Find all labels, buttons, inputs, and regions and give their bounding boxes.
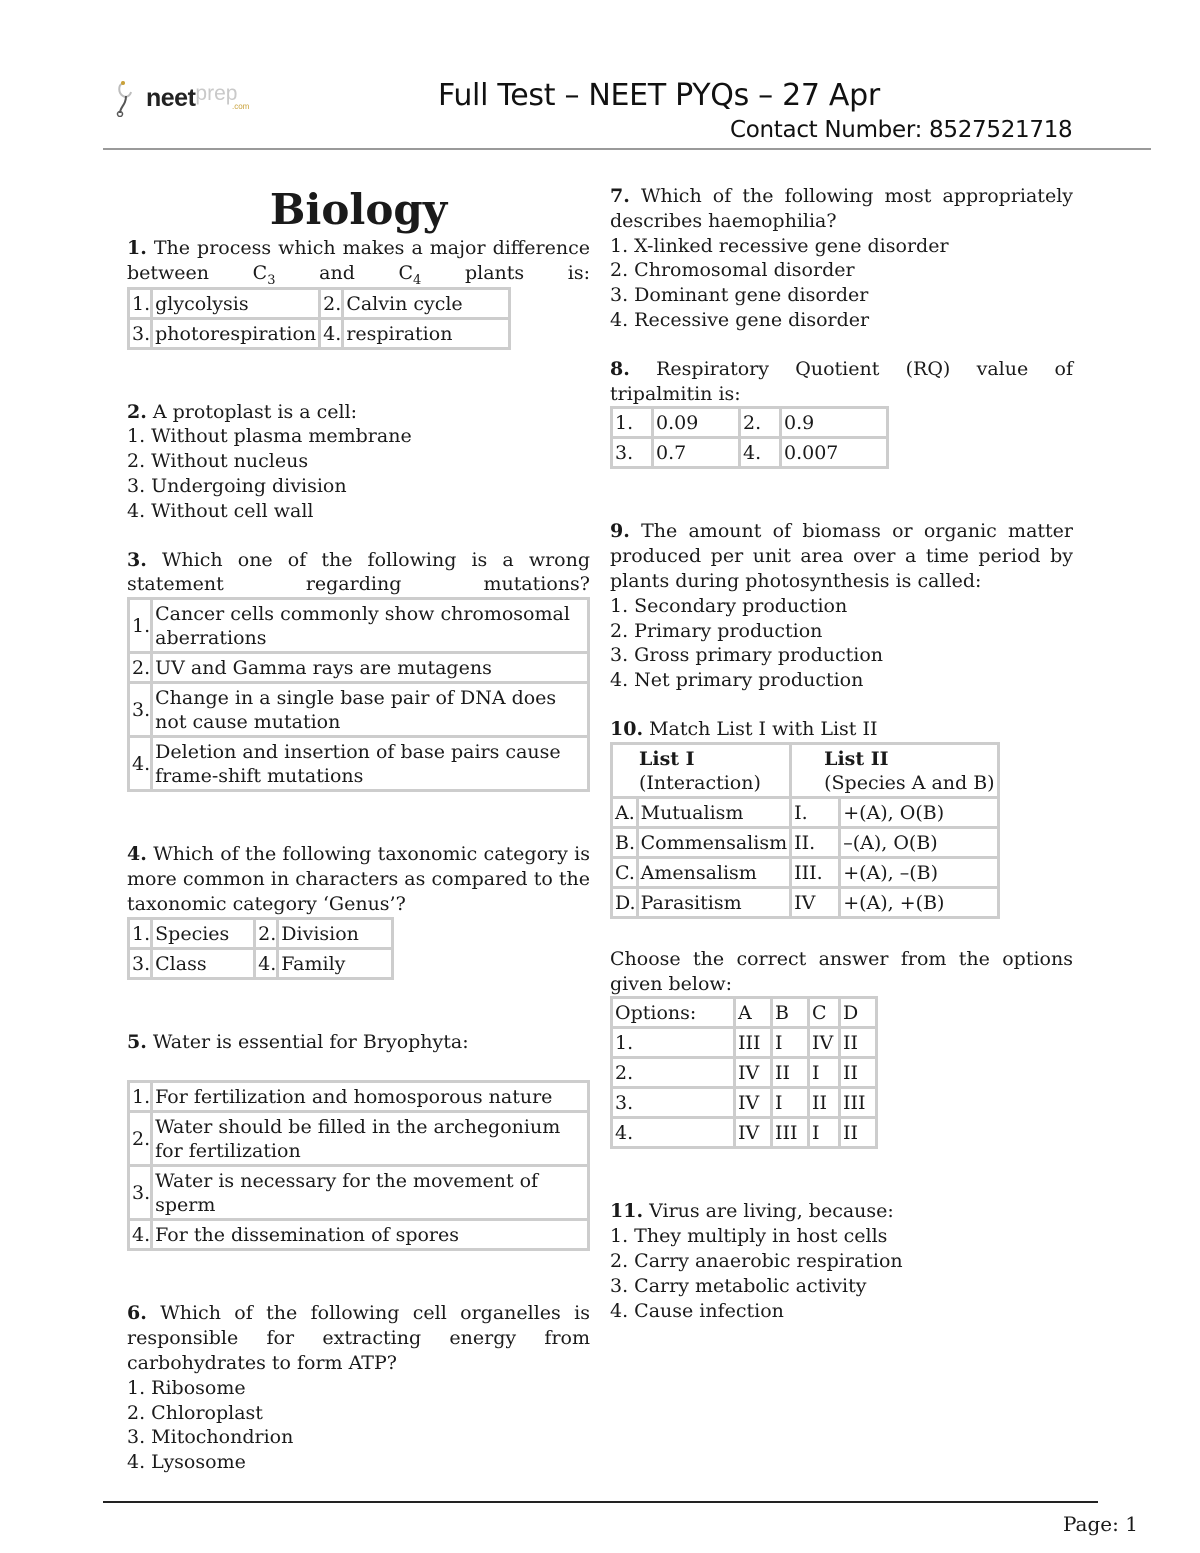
option-text[interactable]: 0.9 <box>781 408 888 438</box>
list-2-item: +(A), +(B) <box>840 887 998 917</box>
option-cell: IV <box>735 1118 772 1148</box>
option-number: 4. <box>320 318 343 348</box>
question-10 <box>610 717 1073 1149</box>
option[interactable]: 3. Undergoing division <box>127 474 347 497</box>
option-text[interactable]: For fertilization and homosporous nature <box>152 1082 589 1112</box>
option-text[interactable]: photorespiration <box>152 318 320 348</box>
option-number[interactable]: 2. <box>612 1058 735 1088</box>
list-1-subtitle: (Interaction) <box>639 771 761 794</box>
option-cell: I <box>772 1088 809 1118</box>
column-header: B <box>772 998 809 1028</box>
question-text: Respiratory Quotient (RQ) value of tripalmitin is: <box>610 357 1073 405</box>
option-text[interactable]: Division <box>278 918 393 948</box>
list-2-subtitle: (Species A and B) <box>824 771 995 794</box>
option-text[interactable]: Deletion and insertion of base pairs cause frame-shift mutations <box>152 737 589 791</box>
options-row <box>129 653 589 683</box>
match-list-row <box>612 827 999 857</box>
options-row <box>129 1082 589 1112</box>
option-cell: IV <box>735 1088 772 1118</box>
choose-instruction: Choose the correct answer from the options given below: <box>610 947 1073 995</box>
answer-option-row <box>612 1028 877 1058</box>
option[interactable]: 2. Carry anaerobic respiration <box>610 1249 903 1272</box>
option-number: 3. <box>129 318 152 348</box>
option-cell: II <box>840 1058 877 1088</box>
option-text[interactable]: glycolysis <box>152 288 320 318</box>
option-text[interactable]: Change in a single base pair of DNA does not cause mutation <box>152 683 589 737</box>
list-1-item: Parasitism <box>637 887 791 917</box>
question-3 <box>127 548 590 793</box>
option[interactable]: 1. Without plasma membrane <box>127 425 412 448</box>
option-cell: IV <box>735 1058 772 1088</box>
list-1-label: C. <box>612 857 638 887</box>
question-4 <box>127 842 590 979</box>
options-row <box>129 1112 589 1166</box>
question-text: Water is essential for Bryophyta: <box>146 1030 469 1053</box>
subject-heading: Biology <box>269 185 448 234</box>
question-text: The process which makes a major difference between C <box>127 237 590 284</box>
option-cell: II <box>809 1088 840 1118</box>
question-2 <box>127 400 590 524</box>
match-list-header-row <box>612 743 999 797</box>
question-text: Which of the following taxonomic category is more common in characters as compared to the taxonomic category ‘Genus’? <box>127 843 590 915</box>
option-text[interactable]: Water should be filled in the archegonium for fertilization <box>152 1112 589 1166</box>
question-text: A protoplast is a cell: <box>146 400 358 423</box>
list-1-label: B. <box>612 827 638 857</box>
column-header: D <box>840 998 877 1028</box>
list-1-title: List I <box>639 747 695 770</box>
list-1-label: A. <box>612 797 638 827</box>
option[interactable]: 1. Ribosome <box>127 1376 246 1399</box>
question-1 <box>127 236 590 350</box>
question-text: plants is: <box>421 261 591 284</box>
question-9 <box>610 519 1073 693</box>
option-text[interactable]: Family <box>278 948 393 978</box>
page-number: Page: 1 <box>1063 1512 1138 1536</box>
option-number: 2. <box>740 408 781 438</box>
column-header: A <box>735 998 772 1028</box>
option-number[interactable]: 1. <box>612 1028 735 1058</box>
option-number: 1. <box>129 918 152 948</box>
question-text: The amount of biomass or organic matter produced per unit area over a time period by plants during photosynthesis is called: <box>610 520 1073 592</box>
logo-text-prep: prep <box>195 82 238 105</box>
question-text: Match List I with List II <box>643 717 878 740</box>
option-number[interactable]: 3. <box>612 1088 735 1118</box>
list-1-item: Amensalism <box>637 857 791 887</box>
list-1-label: D. <box>612 887 638 917</box>
option-cell: II <box>840 1028 877 1058</box>
option-text[interactable]: Calvin cycle <box>343 288 510 318</box>
question-number: 9. <box>610 520 630 543</box>
question-number: 11. <box>610 1200 644 1223</box>
list-2-item: +(A), –(B) <box>840 857 998 887</box>
option-cell: III <box>735 1028 772 1058</box>
question-number: 8. <box>610 357 630 380</box>
list-1-item: Commensalism <box>637 827 791 857</box>
footer-divider <box>103 1501 1098 1503</box>
question-number: 3. <box>127 548 147 571</box>
question-number: 2. <box>127 400 147 423</box>
option-text[interactable]: Species <box>152 918 255 948</box>
option-number: 3. <box>129 948 152 978</box>
option-number: 2. <box>129 1112 152 1166</box>
left-column <box>127 184 590 1475</box>
question-number: 7. <box>610 185 630 207</box>
options-row <box>129 737 589 791</box>
list-1-item: Mutualism <box>637 797 791 827</box>
option[interactable]: 3. Dominant gene disorder <box>610 284 869 307</box>
option-number[interactable]: 4. <box>612 1118 735 1148</box>
neetprep-logo <box>114 78 250 118</box>
option-number: 4. <box>740 438 781 468</box>
option-text[interactable]: Cancer cells commonly show chromosomal aberrations <box>152 599 589 653</box>
option[interactable]: 1. Secondary production <box>610 594 848 617</box>
option[interactable]: 2. Without nucleus <box>127 450 309 473</box>
question-text: Virus are living, because: <box>643 1200 894 1223</box>
options-row <box>129 948 393 978</box>
option-number: 1. <box>129 1082 152 1112</box>
list-2-label: IV <box>791 887 840 917</box>
options-row <box>129 599 589 653</box>
options-table <box>127 917 394 980</box>
option-number: 2. <box>320 288 343 318</box>
option-text[interactable]: Water is necessary for the movement of sperm <box>152 1166 589 1220</box>
question-text: Which of the following most appropriately describes haemophilia? <box>610 185 1073 232</box>
list-2-header <box>791 743 999 797</box>
option-number: 4. <box>129 1220 152 1250</box>
option-cell: I <box>809 1118 840 1148</box>
answer-options-table <box>610 996 878 1149</box>
question-5 <box>127 1030 590 1252</box>
column-header: C <box>809 998 840 1028</box>
question-11 <box>610 1199 1073 1323</box>
option-cell: IV <box>809 1028 840 1058</box>
options-row <box>129 318 510 348</box>
question-text: and C <box>275 261 414 284</box>
question-number: 10. <box>610 717 644 740</box>
match-list-table <box>610 742 1000 919</box>
option-number: 1. <box>129 599 152 653</box>
answer-options-header-row <box>612 998 877 1028</box>
match-list-row <box>612 857 999 887</box>
question-number: 4. <box>127 843 147 866</box>
option[interactable]: 1. They multiply in host cells <box>610 1225 888 1248</box>
option-cell: III <box>772 1118 809 1148</box>
option[interactable]: 2. Primary production <box>610 619 823 642</box>
option-text[interactable]: For the dissemination of spores <box>152 1220 589 1250</box>
option-text[interactable]: 0.09 <box>653 408 740 438</box>
stethoscope-icon <box>114 79 144 117</box>
option-cell: II <box>840 1118 877 1148</box>
options-table <box>127 597 590 792</box>
option[interactable]: 4. Net primary production <box>610 669 864 692</box>
list-2-label: I. <box>791 797 840 827</box>
option[interactable]: 4. Without cell wall <box>127 499 314 522</box>
options-row <box>612 408 888 438</box>
options-row <box>129 1220 589 1250</box>
question-number: 5. <box>127 1030 147 1053</box>
options-row <box>129 288 510 318</box>
logo-text-domain: .com <box>232 102 250 111</box>
option-text[interactable]: respiration <box>343 318 510 348</box>
question-7 <box>610 184 1073 333</box>
option[interactable]: 2. Chromosomal disorder <box>610 259 855 282</box>
question-number: 6. <box>127 1302 147 1325</box>
match-list-row <box>612 887 999 917</box>
subscript: 3 <box>267 272 276 288</box>
option-number: 2. <box>129 653 152 683</box>
option-number: 2. <box>255 918 278 948</box>
list-2-label: III. <box>791 857 840 887</box>
option-number: 3. <box>129 1166 152 1220</box>
option-text[interactable]: Class <box>152 948 255 978</box>
option[interactable]: 4. Cause infection <box>610 1299 784 1322</box>
option-number: 3. <box>612 438 653 468</box>
option[interactable]: 4. Recessive gene disorder <box>610 308 870 331</box>
answer-option-row <box>612 1088 877 1118</box>
option-text[interactable]: 0.007 <box>781 438 888 468</box>
options-table <box>127 287 511 350</box>
option-number: 1. <box>612 408 653 438</box>
test-title: Full Test – NEET PYQs – 27 Apr <box>438 78 880 113</box>
option[interactable]: 1. X-linked recessive gene disorder <box>610 234 949 257</box>
option[interactable]: 3. Mitochondrion <box>127 1426 294 1449</box>
list-2-title: List II <box>824 747 889 770</box>
option-cell: I <box>772 1028 809 1058</box>
option-cell: II <box>772 1058 809 1088</box>
option[interactable]: 2. Chloroplast <box>127 1401 263 1424</box>
logo-text-neet: neet <box>146 83 196 112</box>
option-number: 1. <box>129 288 152 318</box>
question-number: 1. <box>127 237 147 259</box>
option-text[interactable]: UV and Gamma rays are mutagens <box>152 653 589 683</box>
option-number: 3. <box>129 683 152 737</box>
list-2-item: +(A), O(B) <box>840 797 998 827</box>
question-8 <box>610 357 1073 470</box>
list-2-item: –(A), O(B) <box>840 827 998 857</box>
list-1-header <box>612 743 791 797</box>
option[interactable]: 3. Gross primary production <box>610 644 884 667</box>
option-number: 4. <box>255 948 278 978</box>
question-text: Which of the following cell organelles is responsible for extracting energy from carbohydrates to form ATP? <box>127 1302 590 1374</box>
options-row <box>129 1166 589 1220</box>
column-header: Options: <box>612 998 735 1028</box>
option-cell: III <box>840 1088 877 1118</box>
options-row <box>612 438 888 468</box>
question-6 <box>127 1301 590 1475</box>
option-text[interactable]: 0.7 <box>653 438 740 468</box>
options-row <box>129 918 393 948</box>
option-number: 4. <box>129 737 152 791</box>
option[interactable]: 3. Carry metabolic activity <box>610 1274 867 1297</box>
answer-option-row <box>612 1118 877 1148</box>
options-table <box>610 406 889 469</box>
match-list-row <box>612 797 999 827</box>
header-divider <box>103 148 1151 150</box>
contact-number: Contact Number: 8527521718 <box>730 117 1073 143</box>
right-column <box>610 184 1073 1323</box>
options-table <box>127 1080 590 1251</box>
subscript: 4 <box>413 272 422 288</box>
options-row <box>129 683 589 737</box>
option-cell: I <box>809 1058 840 1088</box>
list-2-label: II. <box>791 827 840 857</box>
answer-option-row <box>612 1058 877 1088</box>
question-text: Which one of the following is a wrong statement regarding mutations? <box>127 548 590 596</box>
option[interactable]: 4. Lysosome <box>127 1451 246 1474</box>
